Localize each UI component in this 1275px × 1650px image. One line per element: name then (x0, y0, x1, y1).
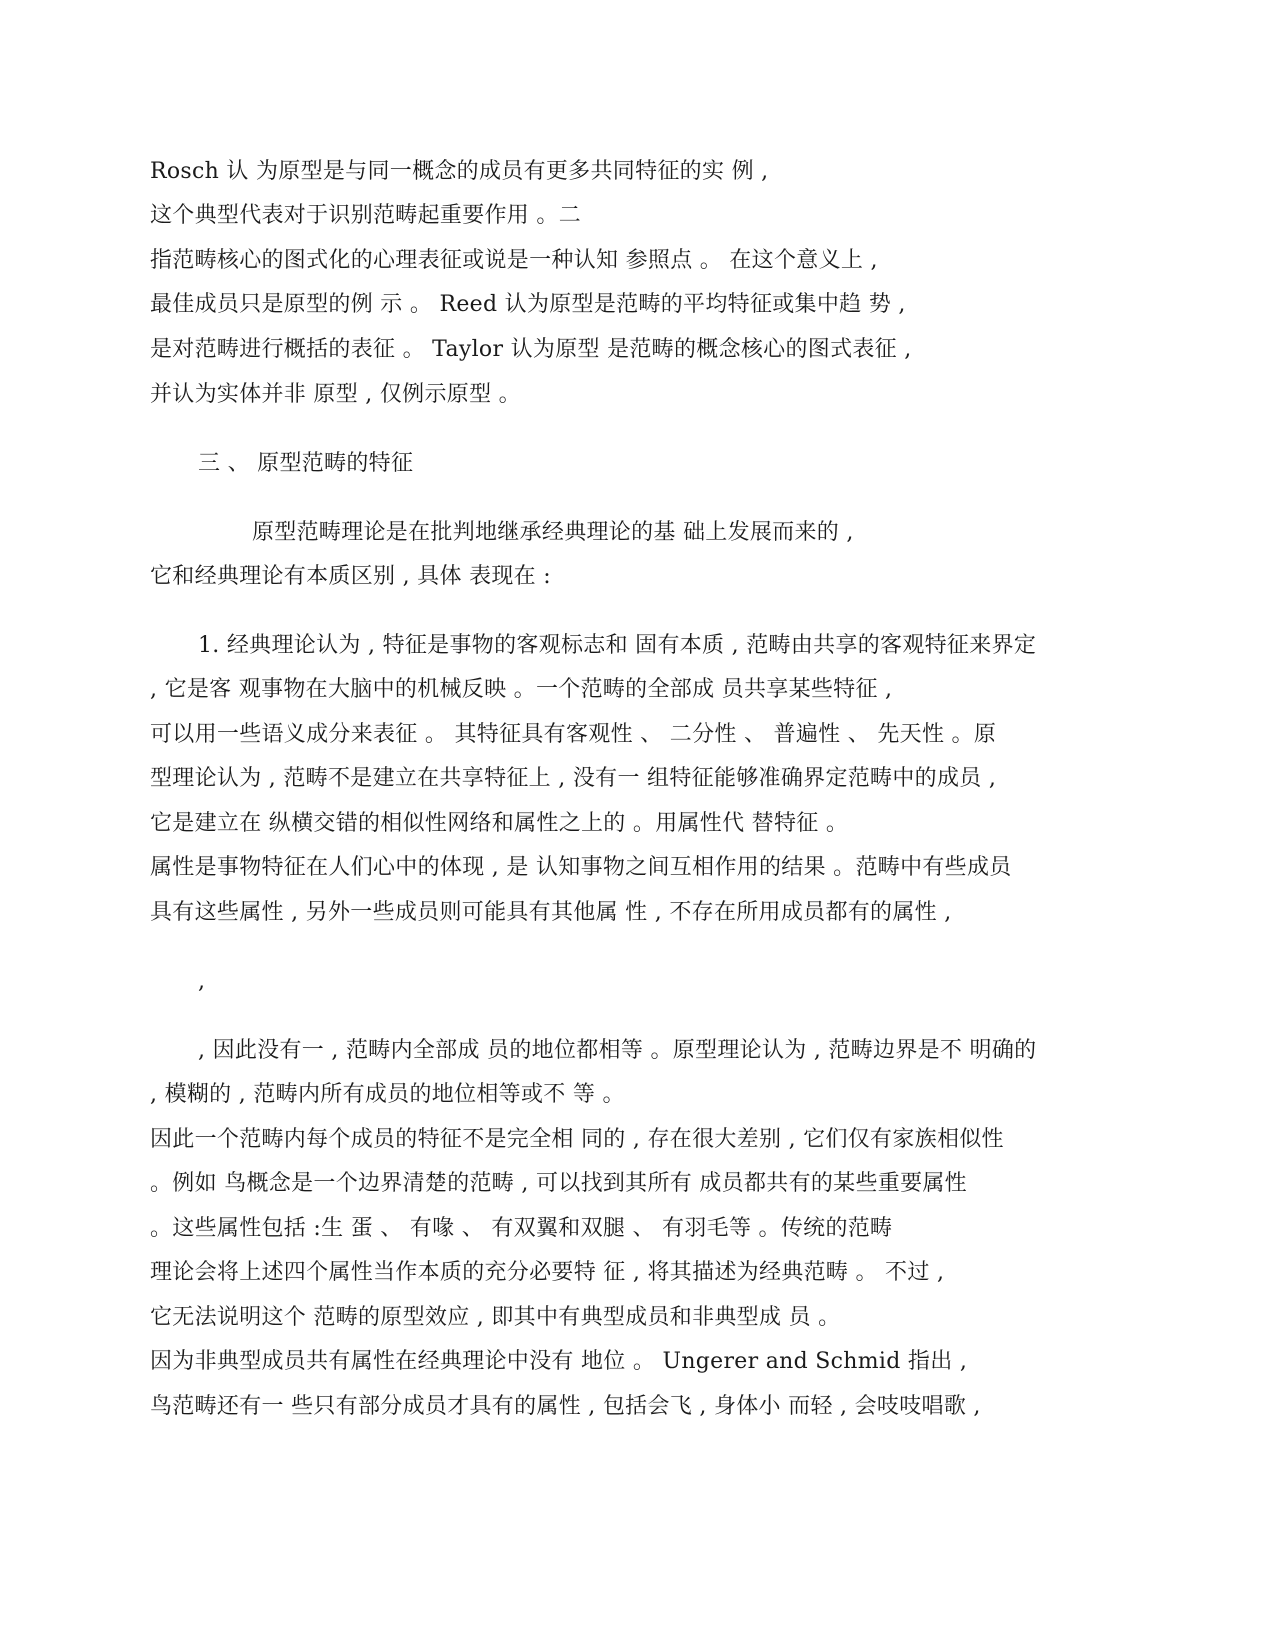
text-line: 最佳成员只是原型的例 示 。 Reed 认为原型是范畴的平均特征或集中趋 势 , (150, 292, 906, 317)
text-line: 。这些属性包括 :生 蛋 、 有喙 、 有双翼和双腿 、 有羽毛等 。传统的范畴 (150, 1216, 893, 1241)
text-line: 它无法说明这个 范畴的原型效应 , 即其中有典型成员和非典型成 员 。 (150, 1305, 841, 1330)
text-line: 因为非典型成员共有属性在经典理论中没有 地位 。 Ungerer and Schmid 指出 , (150, 1349, 968, 1374)
text-line: 并认为实体并非 原型 , 仅例示原型 。 (150, 382, 521, 407)
text-line: 可以用一些语义成分来表征 。 其特征具有客观性 、 二分性 、 普遍性 、 先天性 。原 (150, 722, 997, 747)
text-line: , 它是客 观事物在大脑中的机械反映 。一个范畴的全部成 员共享某些特征 , (150, 677, 893, 702)
text-line: 因此一个范畴内每个成员的特征不是完全相 同的 , 存在很大差别 , 它们仅有家族相似性 (150, 1127, 1004, 1152)
text-line: Rosch 认 为原型是与同一概念的成员有更多共同特征的实 例 , (150, 159, 769, 184)
text-line: 型理论认为 , 范畴不是建立在共享特征上 , 没有一 组特征能够准确界定范畴中的成员 , (150, 766, 997, 791)
text-line: 原型范畴理论是在批判地继承经典理论的基 础上发展而来的 , (252, 520, 854, 545)
text-line: 它和经典理论有本质区别 , 具体 表现在 : (150, 564, 551, 589)
text-line: 鸟范畴还有一 些只有部分成员才具有的属性 , 包括会飞 , 身体小 而轻 , 会吱吱唱歌 , (150, 1394, 981, 1419)
text-line: , 因此没有一 , 范畴内全部成 员的地位都相等 。原型理论认为 , 范畴边界是不 明确的 (198, 1038, 1037, 1063)
text-line: 具有这些属性 , 另外一些成员则可能具有其他属 性 , 不存在所用成员都有的属性 , (150, 900, 952, 925)
text-line: 指范畴核心的图式化的心理表征或说是一种认知 参照点 。 在这个意义上 , (150, 248, 878, 273)
text-line: 理论会将上述四个属性当作本质的充分必要特 征 , 将其描述为经典范畴 。 不过 , (150, 1260, 945, 1285)
text-line: 1. 经典理论认为 , 特征是事物的客观标志和 固有本质 , 范畴由共享的客观特征来界定 (198, 633, 1037, 658)
text-line: 。例如 鸟概念是一个边界清楚的范畴 , 可以找到其所有 成员都共有的某些重要属性 (150, 1171, 967, 1196)
text-line: , 模糊的 , 范畴内所有成员的地位相等或不 等 。 (150, 1082, 625, 1107)
text-line: 属性是事物特征在人们心中的体现 , 是 认知事物之间互相作用的结果 。范畴中有些成员 (150, 855, 1012, 880)
lone-comma: , (198, 969, 206, 994)
text-line: 是对范畴进行概括的表征 。 Taylor 认为原型 是范畴的概念核心的图式表征 , (150, 337, 912, 362)
section-heading: 三 、 原型范畴的特征 (198, 451, 414, 476)
text-line: 这个典型代表对于识别范畴起重要作用 。二 (150, 203, 581, 228)
text-line: 它是建立在 纵横交错的相似性网络和属性之上的 。用属性代 替特征 。 (150, 811, 849, 836)
